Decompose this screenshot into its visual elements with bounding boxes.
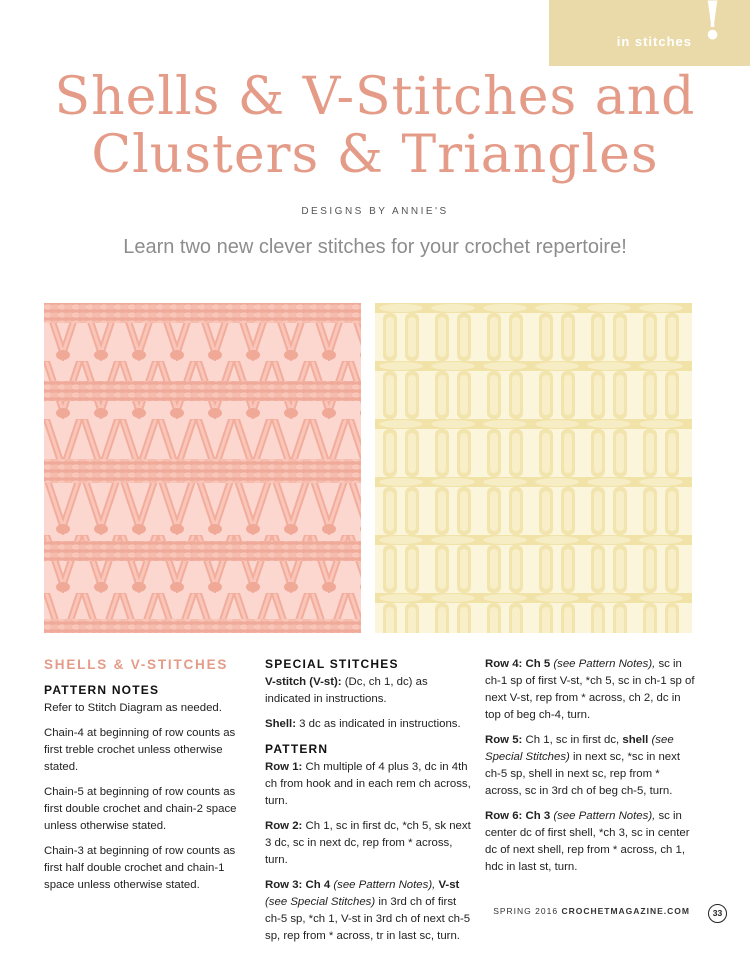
footer-issue: SPRING 2016 — [493, 906, 559, 916]
row-text: sc in center dc of first shell, *ch 3, sc in center dc of next shell, rep from * across, ch 1, hdc in last st, turn. — [485, 810, 690, 873]
shell-text: 3 dc as indicated in instructions. — [296, 718, 461, 730]
vstitch-definition — [265, 674, 471, 708]
row-text: Ch multiple of 4 plus 3, dc in 4th ch from hook and in each rem ch across, turn. — [265, 761, 471, 807]
row-note: (see Special Stitches) — [265, 896, 376, 908]
row-4-instruction — [485, 656, 695, 724]
row-text: Ch 1, sc in first dc, — [522, 734, 620, 746]
section-tab — [549, 0, 750, 66]
row-3-instruction — [265, 877, 471, 945]
pattern-note: Chain-4 at beginning of row counts as first treble crochet unless otherwise stated. — [44, 727, 236, 773]
row-text: in 3rd ch of first ch-5 sp, *ch 1, V-st in 3rd ch of next ch-5 sp, rep from * across, tr in last sc, turn. — [265, 896, 471, 942]
vstitch-text: (Dc, ch 1, dc) as indicated in instructions. — [265, 676, 428, 705]
row-5-instruction — [485, 732, 695, 800]
row-note: (see Pattern Notes), — [550, 658, 656, 670]
column-3 — [485, 656, 695, 884]
row-label: Row 1: — [265, 761, 303, 773]
pink-swatch-photo — [44, 303, 361, 633]
row-note: (see Special Stitches) — [485, 734, 674, 763]
column-2 — [265, 656, 471, 953]
vstitch-name: V-stitch (V-st): — [265, 676, 342, 688]
row-note: (see Pattern Notes), — [550, 810, 656, 822]
row-text: Ch 1, sc in first dc, *ch 5, sk next 3 dc, sc in next dc, rep from * across, turn. — [265, 820, 471, 866]
row-label: Row 4: Ch 5 — [485, 658, 551, 670]
subtitle: Learn two new clever stitches for your crochet repertoire! — [123, 236, 627, 258]
pattern-heading: PATTERN — [265, 742, 329, 756]
row-text: in next sc, *sc in next ch-5 sp, shell in next sc, rep from * across, sc in 3rd ch of beg ch-5, turn. — [485, 751, 681, 797]
row-label: Row 5: — [485, 734, 523, 746]
section-tab-label: in stitches — [616, 34, 692, 49]
row-stitch: shell — [619, 734, 649, 746]
row-label: Row 3: Ch 4 — [265, 879, 331, 891]
row-label: Row 2: — [265, 820, 303, 832]
row-label: Row 6: Ch 3 — [485, 810, 551, 822]
shell-name: Shell: — [265, 718, 297, 730]
pattern-note: Chain-3 at beginning of row counts as first half double crochet and chain-1 space unless otherwise stated. — [44, 845, 236, 891]
page-number: 33 — [708, 904, 727, 923]
row-text: sc in ch-1 sp of first V-st, *ch 5, sc in ch-1 sp of next V-st, rep from * across, ch 2, dc in top of beg ch-4, turn. — [485, 658, 695, 721]
page-title — [0, 68, 750, 184]
exclamation-icon: ! — [701, 0, 724, 52]
row-1-instruction — [265, 759, 471, 810]
row-6-instruction — [485, 808, 695, 876]
special-stitches-heading: SPECIAL STITCHES — [265, 657, 399, 671]
pattern-note: Refer to Stitch Diagram as needed. — [44, 702, 222, 714]
designer-byline: DESIGNS BY ANNIE'S — [301, 206, 449, 217]
pattern-notes-heading: PATTERN NOTES — [44, 683, 160, 697]
yellow-swatch-photo — [375, 303, 692, 633]
section-title: SHELLS & V-STITCHES — [44, 657, 229, 672]
footer-site: CROCHETMAGAZINE.COM — [561, 906, 690, 916]
row-stitch: V-st — [435, 879, 460, 891]
row-note: (see Pattern Notes), — [330, 879, 436, 891]
title-line-1: Shells & V-Stitches and — [54, 67, 696, 127]
column-1 — [44, 656, 250, 902]
row-2-instruction — [265, 818, 471, 869]
title-line-2: Clusters & Triangles — [91, 125, 659, 185]
page-footer — [493, 906, 690, 916]
pattern-note: Chain-5 at beginning of row counts as first double crochet and chain-2 space unless otherwise stated. — [44, 786, 237, 832]
shell-definition — [265, 716, 471, 733]
